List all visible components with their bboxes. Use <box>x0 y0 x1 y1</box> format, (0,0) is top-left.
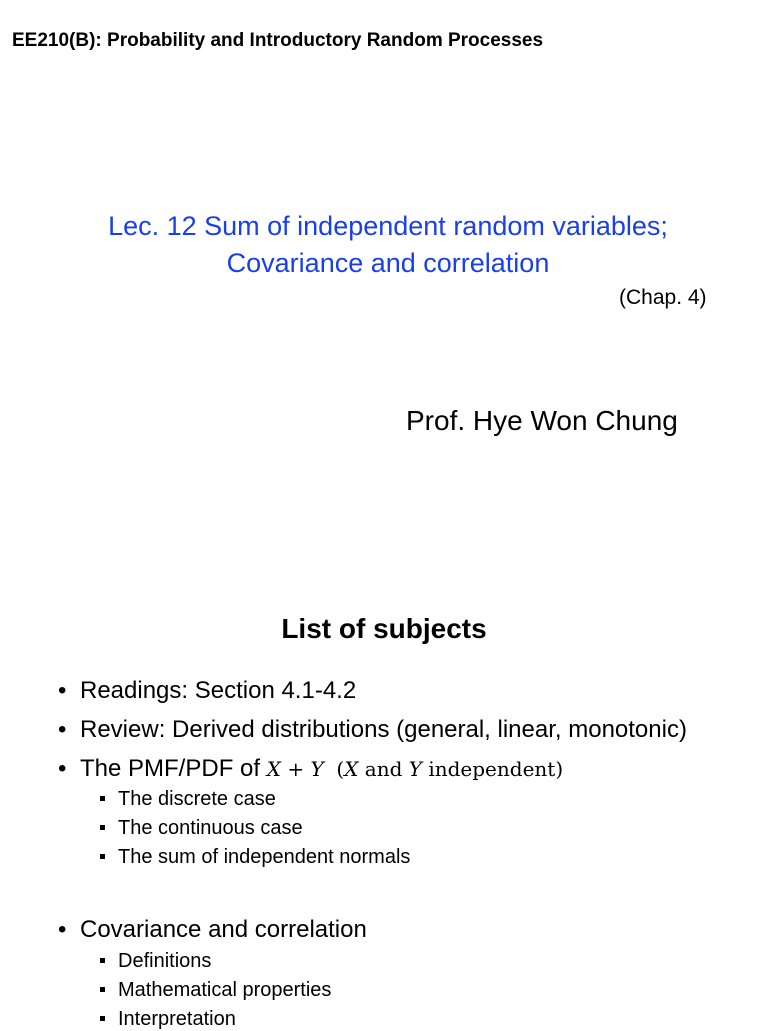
list-item-covariance <box>58 916 367 944</box>
pmf-text: The PMF/PDF of <box>80 755 261 782</box>
review-text: Review: Derived distributions (general, linear, monotonic) <box>80 716 687 743</box>
bullet: • <box>58 716 67 743</box>
lecture-title-line-1: Lec. 12 Sum of independent random variables; <box>108 211 668 241</box>
pmf-formula <box>267 757 563 781</box>
sub-item-interpretation <box>100 1008 236 1031</box>
sub-item-text: Mathematical properties <box>118 979 332 1001</box>
sub-item-text: The discrete case <box>118 788 276 810</box>
square-bullet-icon <box>100 796 105 801</box>
math-close-paren: ) <box>555 757 564 781</box>
bullet: • <box>58 755 67 782</box>
sub-item-text: The continuous case <box>118 817 303 839</box>
sub-item-continuous <box>100 817 303 840</box>
square-bullet-icon <box>100 958 105 963</box>
covariance-text: Covariance and correlation <box>80 916 367 943</box>
math-open-paren: ( <box>336 757 345 781</box>
sub-item-discrete <box>100 788 276 811</box>
lecture-title-line-2: Covariance and correlation <box>226 248 550 278</box>
math-independent: independent <box>428 757 556 781</box>
sub-item-definitions <box>100 950 211 973</box>
sub-item-text: The sum of independent normals <box>118 846 411 868</box>
readings-text: Readings: Section 4.1-4.2 <box>80 677 357 704</box>
sub-item-properties <box>100 979 331 1002</box>
list-item-review <box>58 716 687 744</box>
sub-item-normals <box>100 846 410 869</box>
math-plus: + <box>287 757 305 781</box>
math-and: and <box>364 757 403 781</box>
math-x: X <box>266 757 281 781</box>
bullet: • <box>58 677 67 704</box>
square-bullet-icon <box>100 854 105 859</box>
list-item-pmf-pdf <box>58 755 563 783</box>
chapter-reference: (Chap. 4) <box>619 286 707 309</box>
sub-item-text: Interpretation <box>118 1008 236 1030</box>
list-item-readings <box>58 677 356 705</box>
instructor-name: Prof. Hye Won Chung <box>406 405 678 436</box>
subjects-heading: List of subjects <box>281 613 487 644</box>
math-y: Y <box>310 757 324 781</box>
square-bullet-icon <box>100 825 105 830</box>
course-title: EE210(B): Probability and Introductory Random Processes <box>12 30 544 51</box>
bullet: • <box>58 916 67 943</box>
math-y-2: Y <box>408 757 422 781</box>
square-bullet-icon <box>100 987 105 992</box>
sub-item-text: Definitions <box>118 950 212 972</box>
square-bullet-icon <box>100 1016 105 1021</box>
math-x-2: X <box>344 757 359 781</box>
